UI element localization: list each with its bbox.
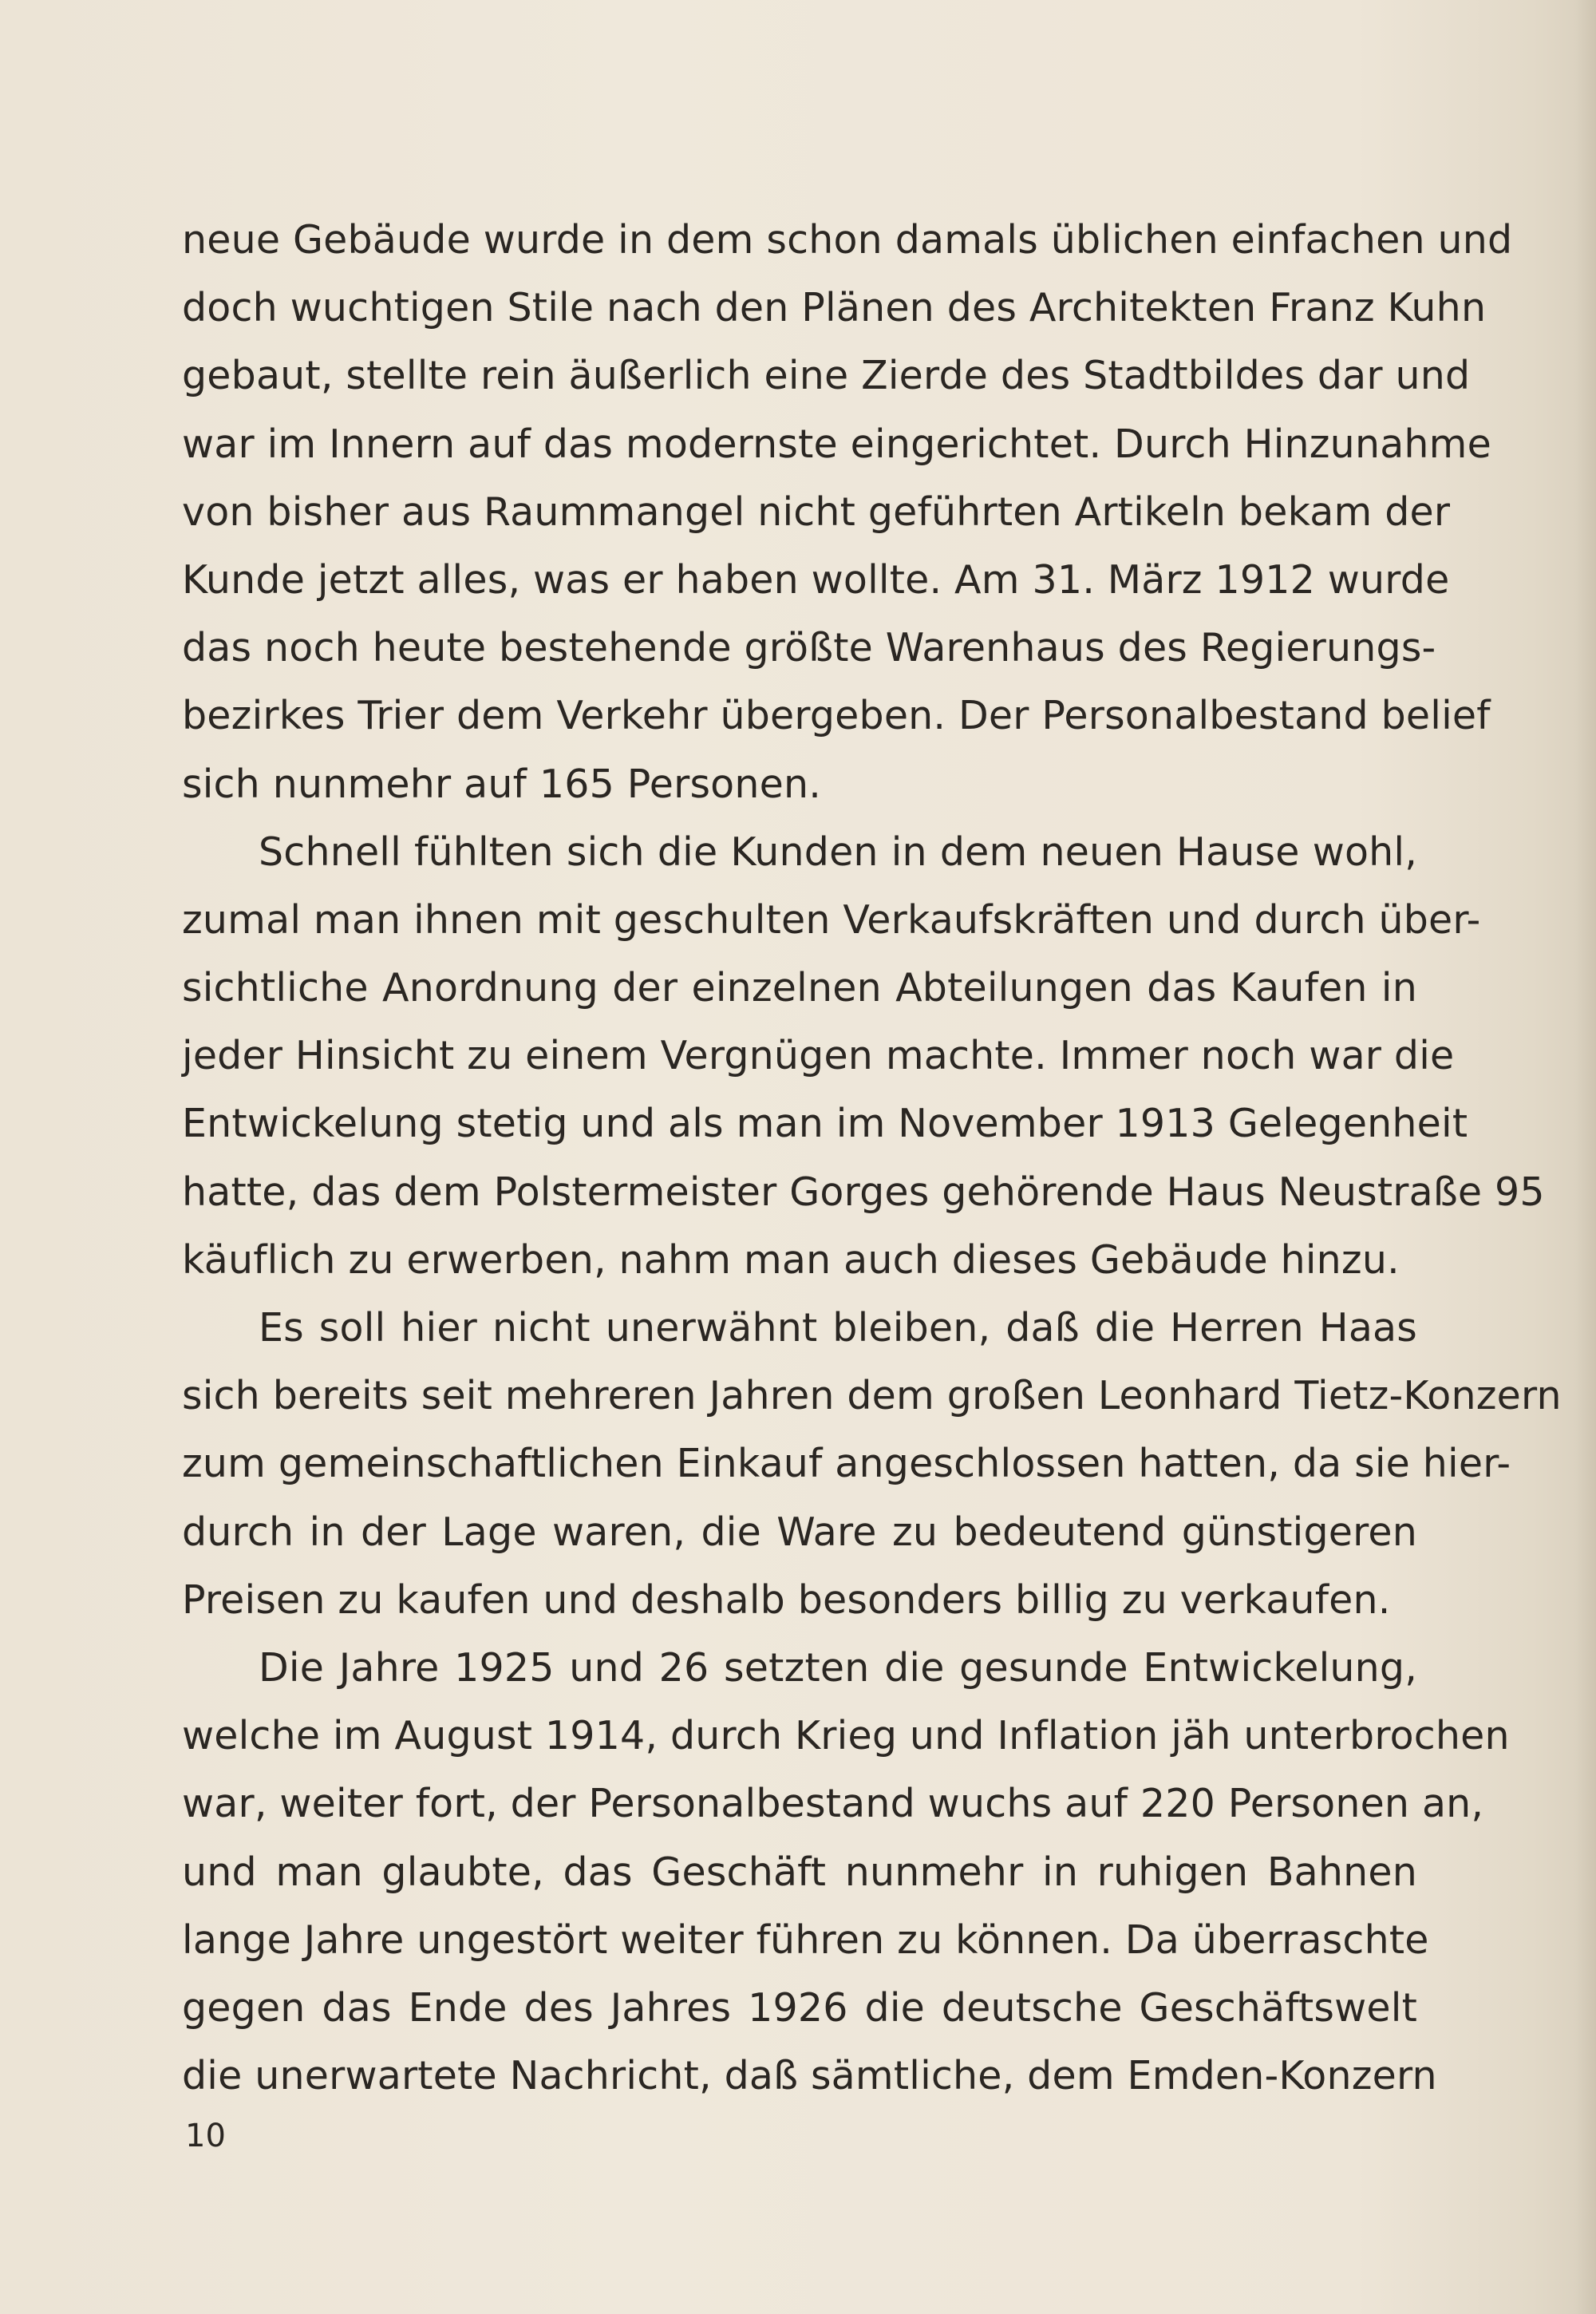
page-number: 10 [185, 2118, 226, 2154]
text-line: das noch heute bestehende größte Warenhaus des Regierungs- [182, 625, 1436, 671]
text-line: sich bereits seit mehreren Jahren dem großen Leonhard Tietz-Konzern [182, 1373, 1562, 1419]
text-line: hatte, das dem Polstermeister Gorges gehörende Haus Neustraße 95 [182, 1169, 1545, 1215]
text-line: gebaut, stellte rein äußerlich eine Zierde des Stadtbildes dar und [182, 353, 1471, 399]
text-line: Die Jahre 1925 und 26 setzten die gesunde Entwickelung, [259, 1644, 1417, 1691]
text-line: die unerwartete Nachricht, daß sämtliche, dem Emden-Konzern [182, 2053, 1437, 2099]
text-line: Es soll hier nicht unerwähnt bleiben, daß die Herren Haas [259, 1305, 1417, 1351]
body-text [182, 206, 1562, 2110]
text-line: zum gemeinschaftlichen Einkauf angeschlossen hatten, da sie hier- [182, 1441, 1511, 1487]
text-line: Entwickelung stetig und als man im November 1913 Gelegenheit [182, 1101, 1468, 1147]
text-line: war im Innern auf das modernste eingerichtet. Durch Hinzunahme [182, 421, 1491, 467]
page-edge-shadow [1575, 0, 1596, 2314]
text-line: lange Jahre ungestört weiter führen zu können. Da überraschte [182, 1916, 1429, 1963]
text-line: durch in der Lage waren, die Ware zu bedeutend günstigeren [182, 1509, 1417, 1555]
text-line: Kunde jetzt alles, was er haben wollte. Am 31. März 1912 wurde [182, 556, 1450, 603]
text-line: Preisen zu kaufen und deshalb besonders billig zu verkaufen. [182, 1576, 1391, 1623]
text-line: Schnell fühlten sich die Kunden in dem neuen Hause wohl, [259, 829, 1417, 875]
text-line: welche im August 1914, durch Krieg und Inflation jäh unterbrochen [182, 1713, 1510, 1759]
text-line: neue Gebäude wurde in dem schon damals üblichen einfachen und [182, 217, 1513, 263]
text-line: bezirkes Trier dem Verkehr übergeben. Der Personalbestand belief [182, 693, 1491, 739]
text-line: käuflich zu erwerben, nahm man auch dieses Gebäude hinzu. [182, 1236, 1400, 1283]
text-line: jeder Hinsicht zu einem Vergnügen machte. Immer noch war die [182, 1033, 1455, 1079]
text-line: und man glaubte, das Geschäft nunmehr in ruhigen Bahnen [182, 1849, 1417, 1895]
text-line: gegen das Ende des Jahres 1926 die deutsche Geschäftswelt [182, 1984, 1417, 2031]
text-line: war, weiter fort, der Personalbestand wuchs auf 220 Personen an, [182, 1781, 1484, 1827]
text-line: doch wuchtigen Stile nach den Plänen des Architekten Franz Kuhn [182, 285, 1487, 331]
text-line: sichtliche Anordnung der einzelnen Abteilungen das Kaufen in [182, 965, 1417, 1011]
text-line: zumal man ihnen mit geschulten Verkaufskräften und durch über- [182, 896, 1481, 943]
text-line: von bisher aus Raummangel nicht geführten Artikeln bekam der [182, 489, 1451, 535]
text-line: sich nunmehr auf 165 Personen. [182, 761, 821, 807]
